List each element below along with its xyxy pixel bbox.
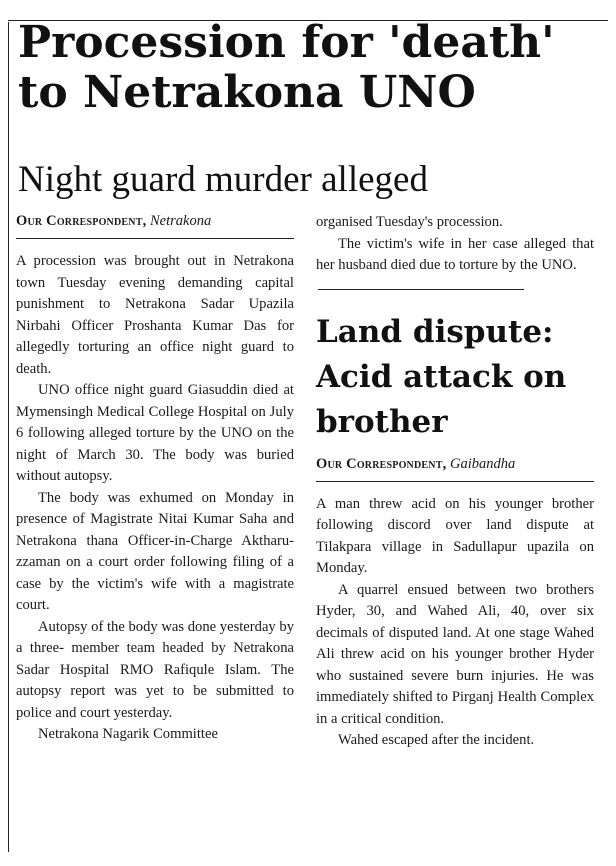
paragraph: Netrakona Nagarik Committee — [38, 726, 218, 742]
byline-name: Our Correspondent, — [316, 455, 447, 472]
left-column-rule — [8, 22, 9, 852]
article-body-continued — [316, 212, 594, 277]
paragraph: A man threw acid on his younger brother following discord over land dispute at Tilakpara village in Sadullapur upazila on Monday. — [316, 495, 594, 576]
paragraph: A procession was brought out in Netrakona town Tuesday evening demanding capital punishment to Netrakona Sadar Upazila Nirbahi Officer Proshanta Kumar Das for allegedly torturing an office night guard to death. — [16, 253, 294, 377]
right-column — [316, 212, 594, 752]
second-article-headline: Land dispute: Acid attack on brother — [316, 313, 567, 440]
paragraph: A quarrel ensued between two brothers Hyder, 30, and Wahed Ali, 40, over six decimals of disputed land. At one stage Wahed Ali threw acid on his younger brother Hyder who sustained severe burn injuries. He was immediately shifted to Pirganj Health Complex in a critical condition. — [316, 581, 594, 727]
article-byline — [16, 212, 294, 239]
article-headline: Procession for 'death' to Netrakona UNO — [18, 17, 555, 118]
paragraph: organised Tuesday's procession. — [316, 214, 503, 230]
byline-name: Our Correspondent, — [16, 213, 147, 229]
paragraph: The victim's wife in her case alleged that her husband died due to torture by the UNO. — [316, 235, 594, 273]
paragraph: Wahed escaped after the incident. — [338, 732, 535, 748]
article-body — [16, 251, 294, 746]
paragraph: The body was exhumed on Monday in presence of Magistrate Nitai Kumar Saha and Netrakona thana Officer-in-Charge Aktharu-zzaman on a court order following filing of a case by the victim's wife with a magistrate court. — [16, 489, 294, 613]
second-article-byline — [316, 455, 594, 482]
left-column — [16, 212, 294, 746]
paragraph: UNO office night guard Giasuddin died at Mymensingh Medical College Hospital on July 6 following alleged torture by the UNO on the night of March 30. The body was buried without autopsy. — [16, 382, 294, 484]
article-subheadline: Night guard murder alleged — [18, 159, 428, 200]
paragraph: Autopsy of the body was done yesterday by a three- member team headed by Netrakona Sadar Hospital RMO Rafiqule Islam. The autopsy report was yet to be submitted to police and court yesterday. — [16, 618, 294, 721]
byline-location: Gaibandha — [450, 455, 516, 472]
article-separator — [318, 289, 524, 290]
second-article-body — [316, 494, 594, 752]
byline-location: Netrakona — [150, 213, 212, 229]
